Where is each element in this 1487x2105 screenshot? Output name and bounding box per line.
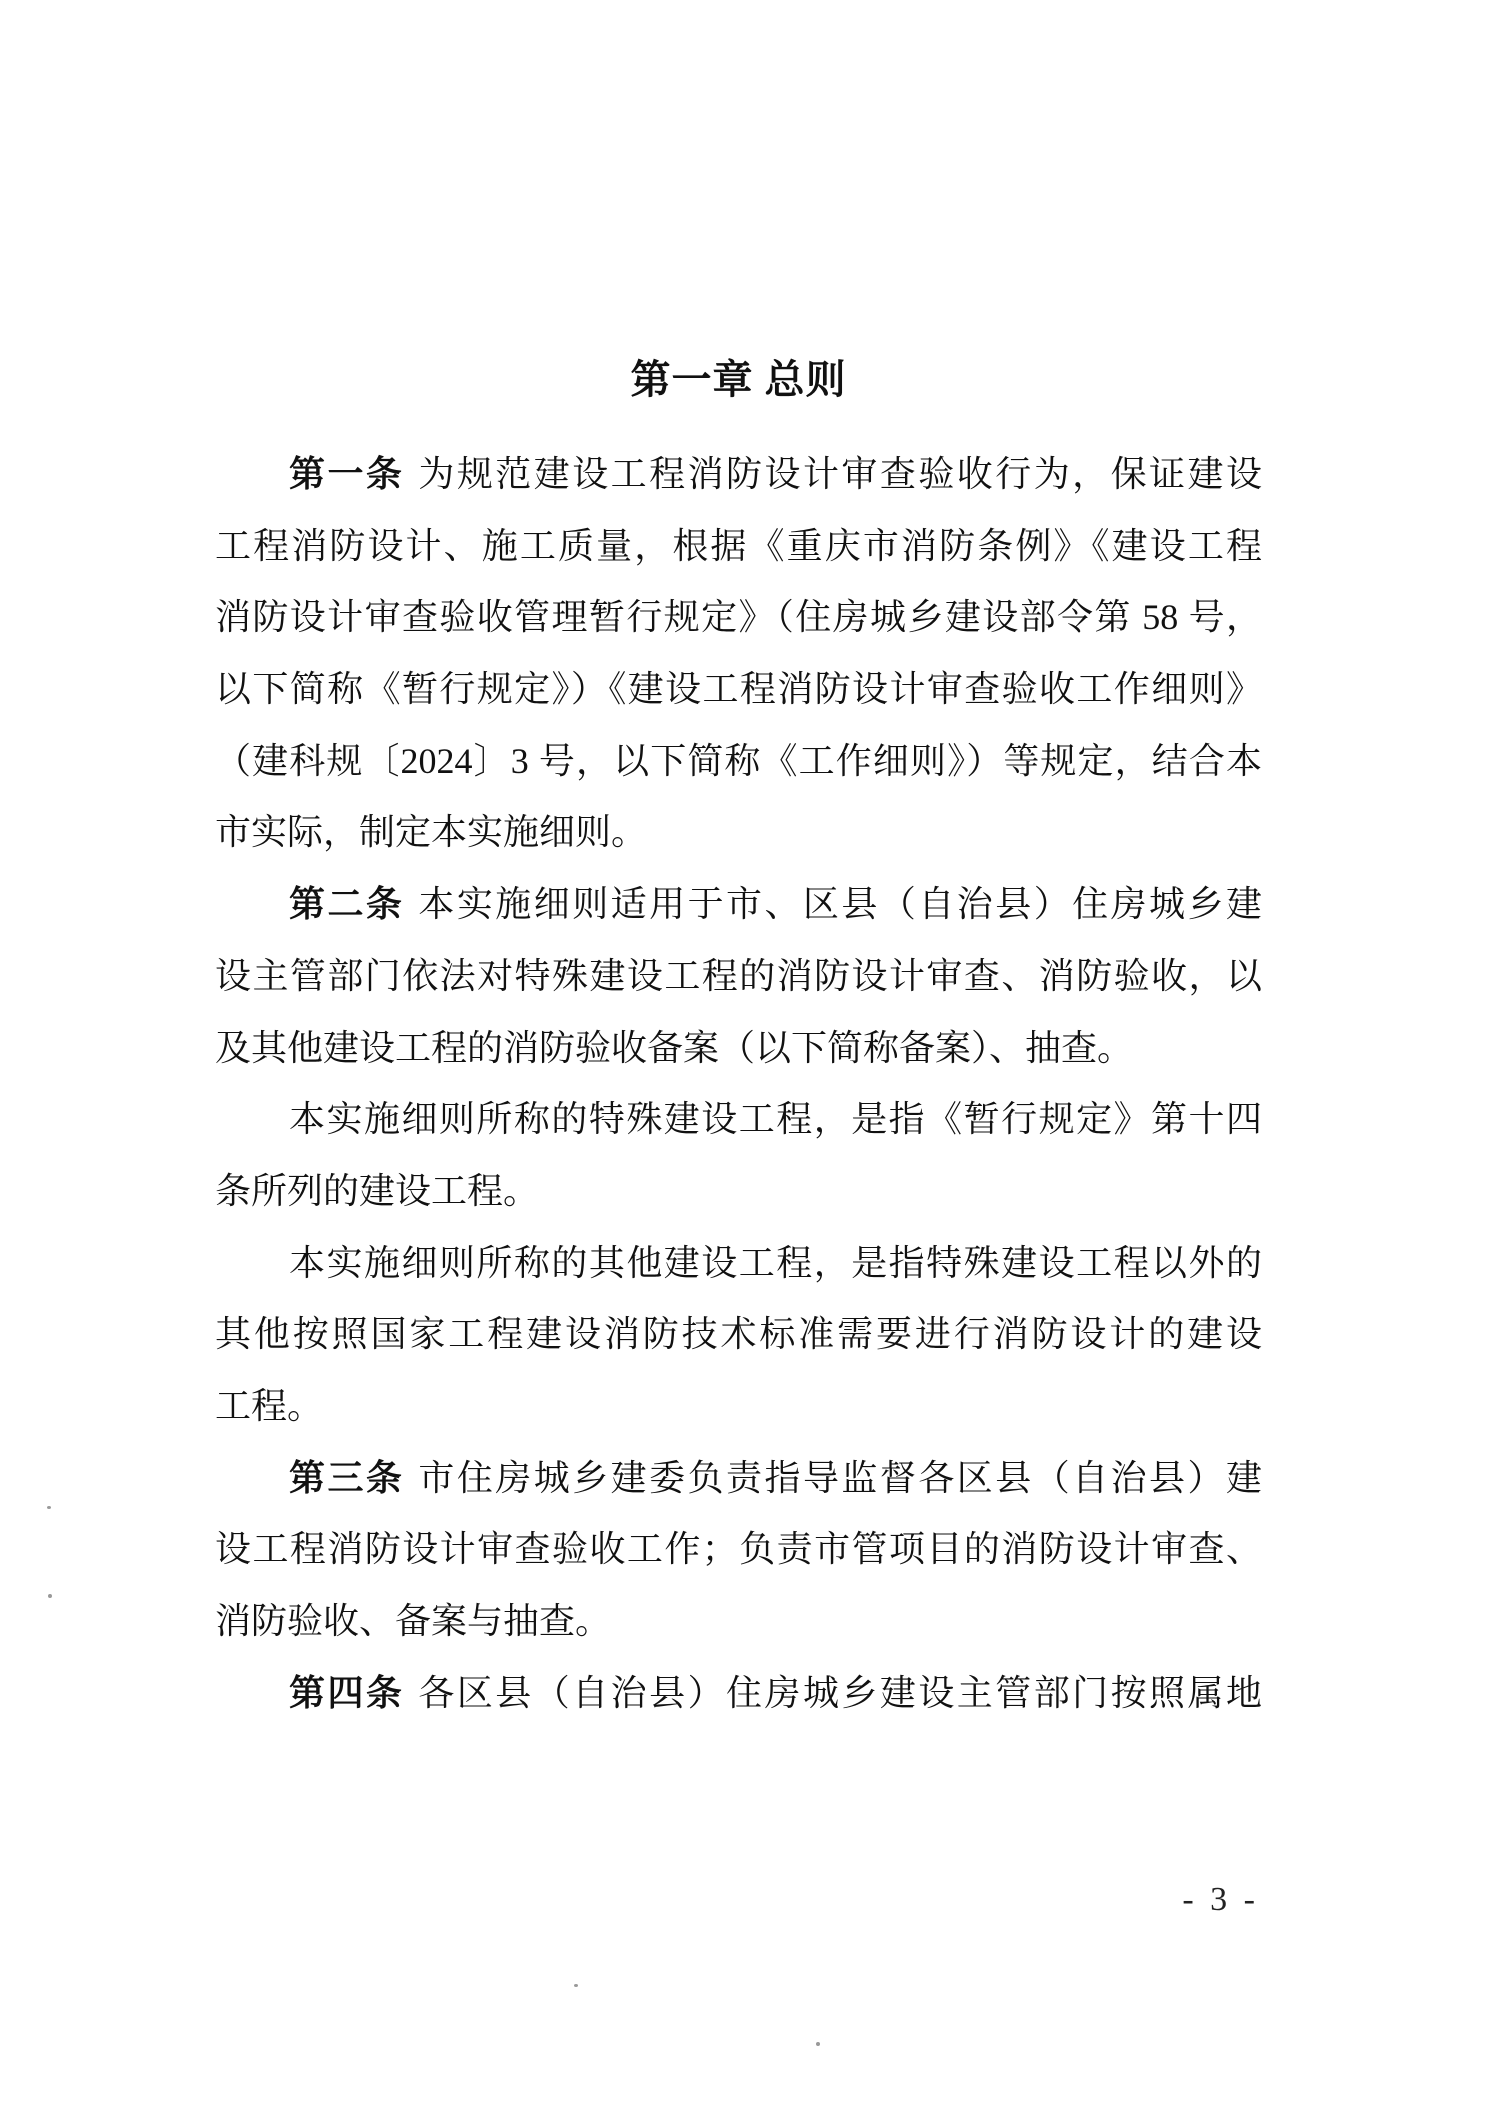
doc-line [215,439,1262,511]
doc-line [215,726,1262,798]
doc-line-text: 工程消防设计、施工质量，根据《重庆市消防条例》《建设工程 [215,525,1262,566]
scan-speck [816,2042,820,2046]
doc-line [215,1371,1262,1443]
doc-line-text: 工程。 [215,1385,324,1426]
doc-line [215,869,1262,941]
scan-speck [48,1594,52,1598]
doc-line-text: 为规范建设工程消防设计审查验收行为，保证建设 [418,454,1262,494]
doc-line [215,1013,1262,1085]
doc-line-text: 市实际，制定本实施细则。 [215,812,648,853]
doc-line-text: 以下简称《暂行规定》）《建设工程消防设计审查验收工作细则》 [215,669,1262,710]
doc-line-text: （建科规〔2024〕3 号，以下简称《工作细则》）等规定，结合本 [215,740,1262,781]
doc-line [215,1586,1262,1658]
article-number-label: 第四条 [289,1672,405,1713]
doc-line [215,511,1262,583]
doc-line [215,654,1262,726]
doc-line-text: 本实施细则所称的特殊建设工程，是指《暂行规定》第十四 [289,1099,1262,1140]
doc-line-text: 本实施细则适用于市、区县（自治县）住房城乡建 [418,884,1262,925]
scan-speck [574,1984,578,1987]
chapter-title: 第一章 总则 [630,357,847,402]
doc-line-text: 消防验收、备案与抽查。 [215,1601,612,1641]
doc-line [215,1299,1262,1371]
doc-line-text: 其他按照国家工程建设消防技术标准需要进行消防设计的建设 [215,1314,1262,1355]
doc-line-text: 本实施细则所称的其他建设工程，是指特殊建设工程以外的 [289,1242,1262,1283]
doc-line-text: 市住房城乡建委负责指导监督各区县（自治县）建 [418,1457,1262,1498]
doc-line [215,1156,1262,1228]
article-number-label: 第三条 [289,1457,405,1498]
doc-line [215,582,1262,654]
doc-line [215,1443,1262,1515]
doc-line [215,797,1262,869]
article-number-label: 第二条 [289,884,405,925]
doc-line-text: 消防设计审查验收管理暂行规定》（住房城乡建设部令第 58 号， [215,597,1262,638]
doc-line [215,1084,1262,1156]
document-body [215,439,1262,1729]
article-number-label: 第一条 [289,454,405,494]
doc-line-text: 各区县（自治县）住房城乡建设主管部门按照属地 [418,1672,1262,1713]
scan-speck [47,1506,51,1509]
doc-line-text: 设主管部门依法对特殊建设工程的消防设计审查、消防验收，以 [215,955,1262,996]
page-number: - 3 - [1182,1881,1259,1918]
doc-line [215,941,1262,1013]
doc-line [215,1658,1262,1730]
doc-line-text: 条所列的建设工程。 [215,1170,540,1211]
doc-line [215,1514,1262,1586]
doc-line-text: 设工程消防设计审查验收工作；负责市管项目的消防设计审查、 [215,1529,1262,1570]
doc-line [215,1228,1262,1300]
doc-line-text: 及其他建设工程的消防验收备案（以下简称备案）、抽查。 [215,1027,1134,1068]
